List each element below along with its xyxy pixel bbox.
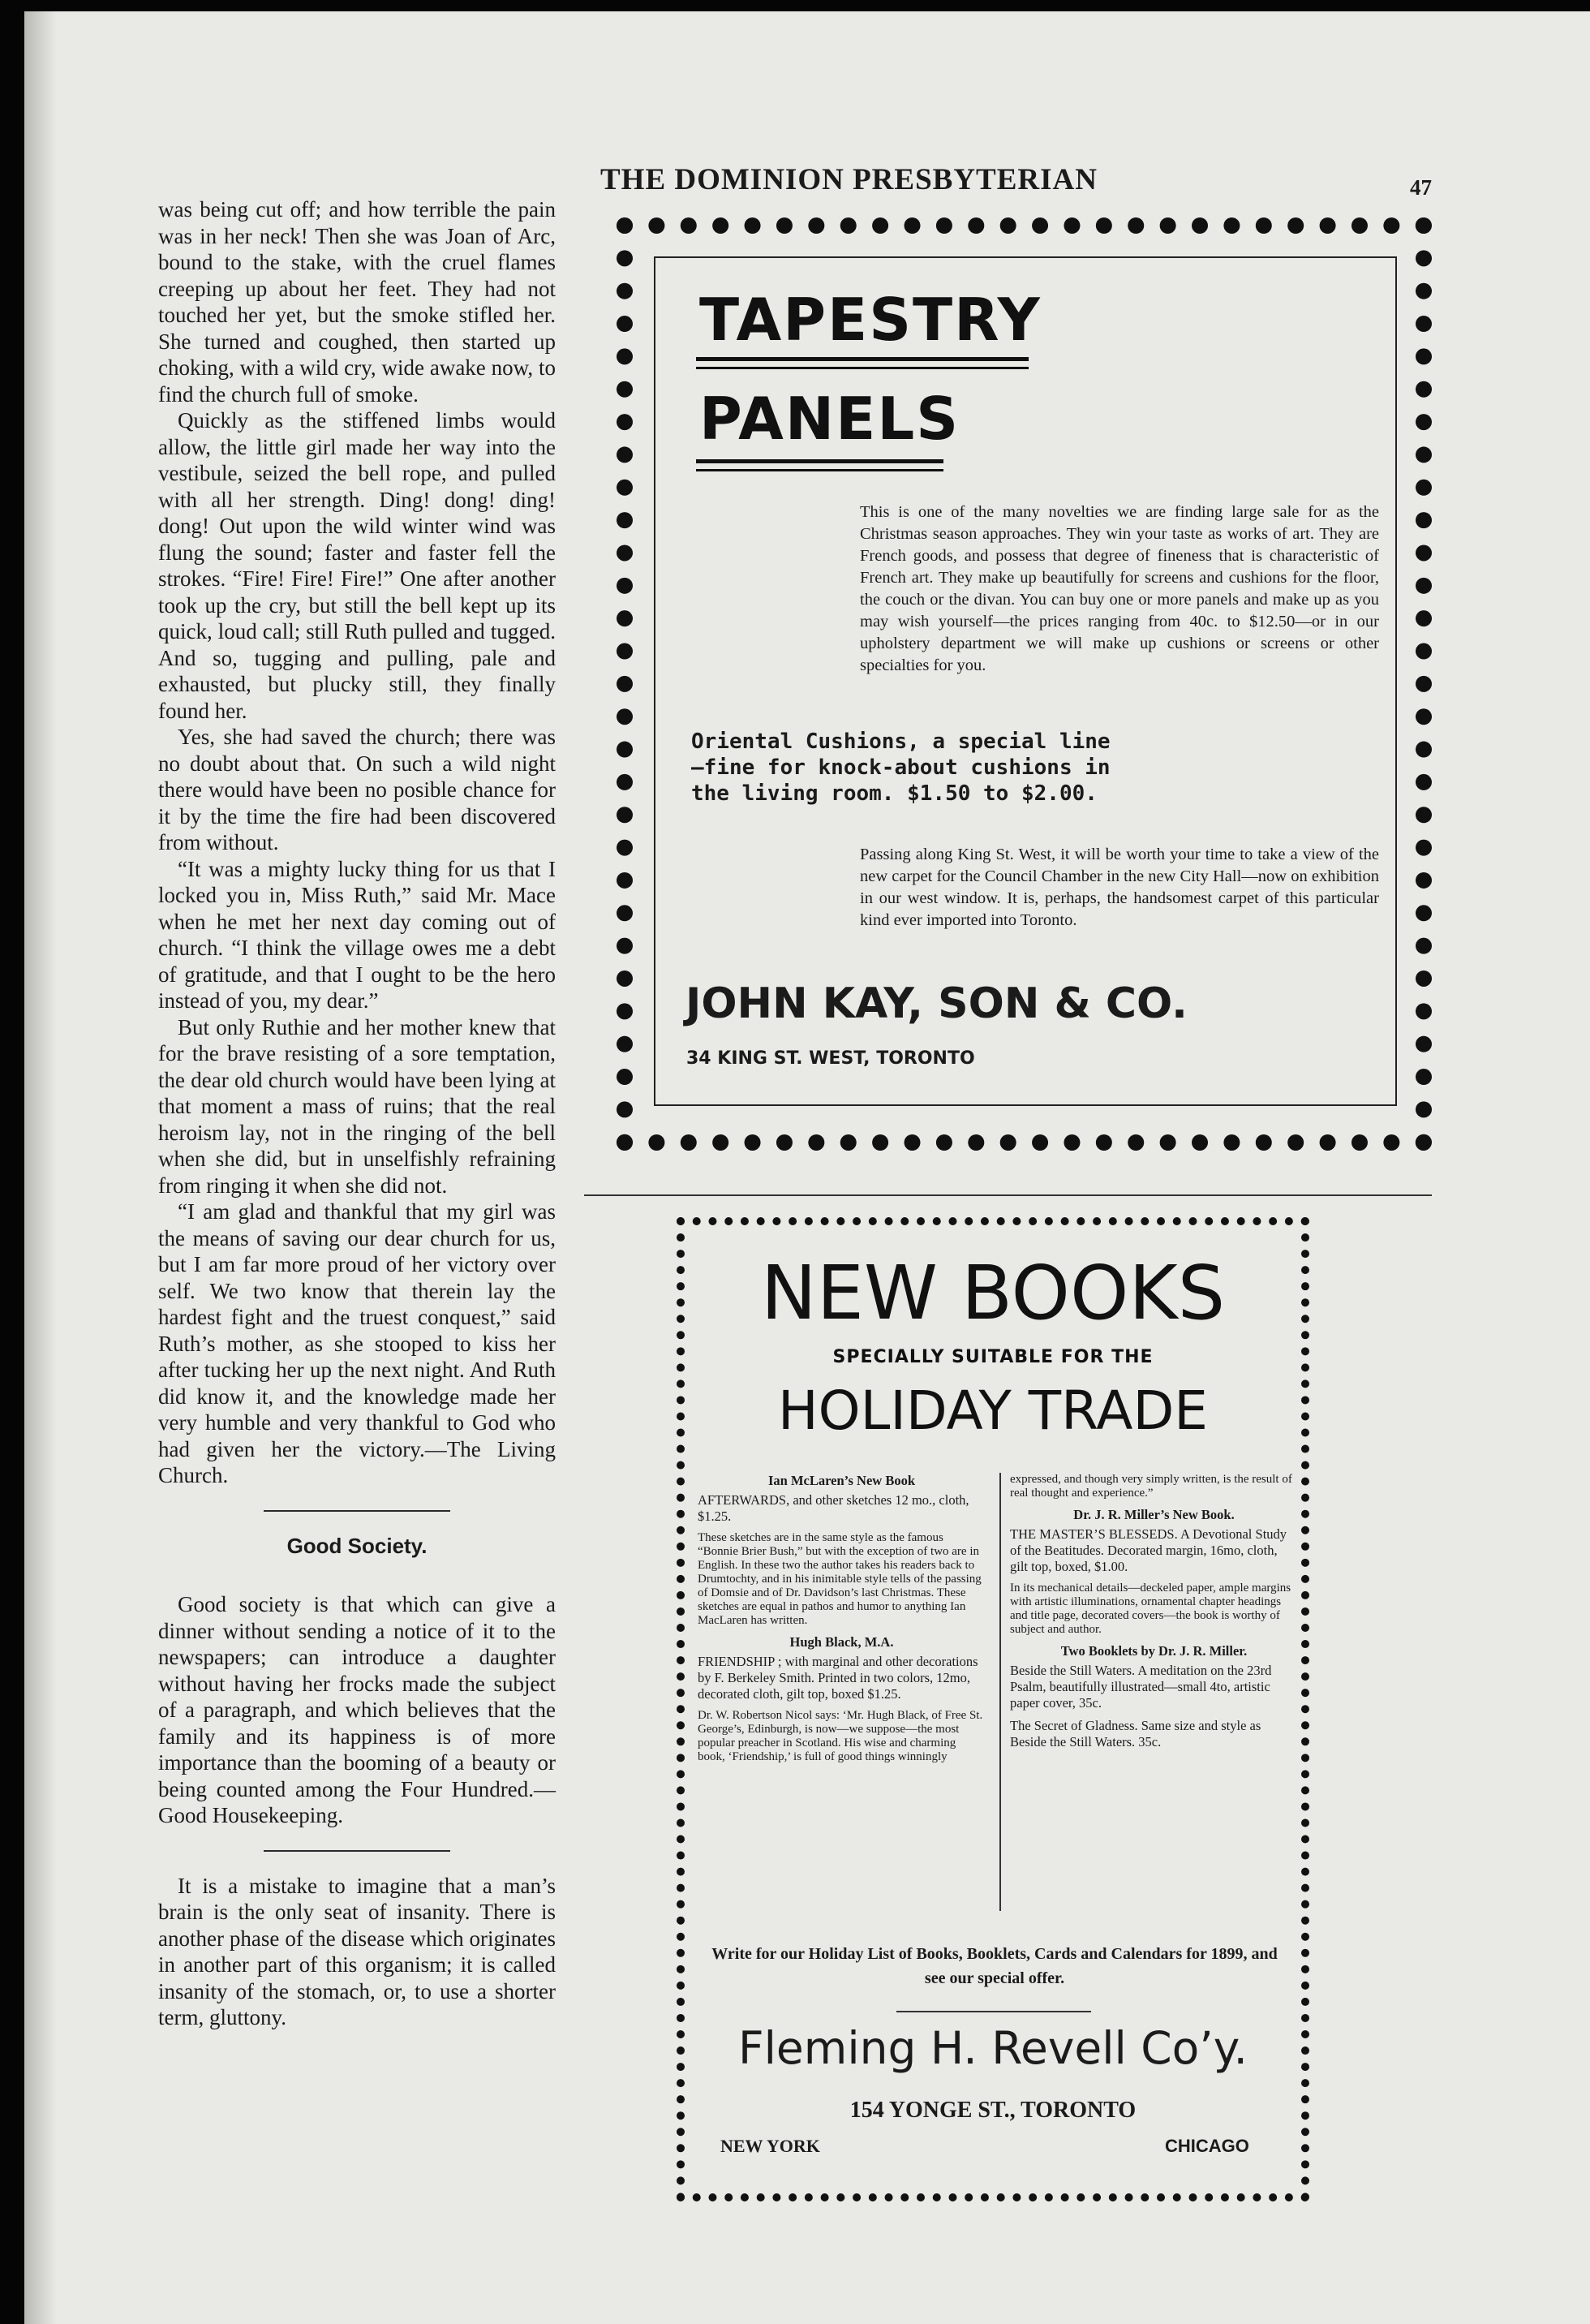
book-author-heading: Two Booklets by Dr. J. R. Miller. <box>1060 1643 1248 1659</box>
book-entry: The Secret of Gladness. Same size and style as Beside the Still Waters. 35c. <box>1010 1718 1261 1749</box>
panels-title: PANELS <box>699 385 960 453</box>
book-listings <box>698 1473 1290 1911</box>
page-number: 47 <box>1410 175 1432 200</box>
story-paragraph: But only Ruthie and her mother knew that for the brave resisting of a sore temptation, the dear old church would have been lying at that moment a mass of ruins; that the real heroism lay, not in the ringing of the bell when she did, but in unselfishly refraining from ringing it when she did not. <box>158 1014 556 1198</box>
good-society-heading: Good Society. <box>286 1533 428 1558</box>
section-divider <box>264 1510 450 1512</box>
tapestry-title: TAPESTRY <box>699 286 1042 354</box>
running-header: THE DOMINION PRESBYTERIAN <box>600 163 1098 196</box>
book-author-heading: Hugh Black, M.A. <box>789 1634 894 1650</box>
oriental-cushions-offer: Oriental Cushions, a special line—fine for knock-about cushions in the living room. $1.50 to $2.00. <box>691 729 1111 806</box>
book-author-heading: Dr. J. R. Miller’s New Book. <box>1073 1507 1235 1522</box>
story-paragraph: Quickly as the stiffened limbs would allow, the little girl made her way into the vestibule, seized the bell rope, and pulled with all her strength. Ding! dong! ding! dong! Out upon the wild winter wind was flung the sound; faster and faster fell the strokes. “Fire! Fire! Fire!” One after another took up the cry, but still the bell kept up its quick, loud call; still Ruth pulled and tugged. And so, tugging and pulling, pale and exhausted, but plucky still, they finally found her. <box>158 408 556 723</box>
city-new-york: NEW YORK <box>720 2136 820 2156</box>
section-divider <box>264 1850 450 1852</box>
carpet-notice: Passing along King St. West, it will be worth your time to take a view of the new carpet for the Council Chamber in the new City Hall—now on exhibition in our west window. It is, perhaps, the handsomest carpet of this particular kind ever imported into Toronto. <box>860 846 1379 929</box>
story-paragraph: was being cut off; and how terrible the pain was in her neck! Then she was Joan of Arc, bound to the stake, with the cruel flames creeping up about her feet. They had not touched her yet, but the smoke stifled her. She turned and coughed, then started up choking, with a wild cry, wide awake now, to find the church full of smoke. <box>158 197 556 407</box>
column-divider <box>999 1473 1001 1911</box>
book-author-heading: Ian McLaren’s New Book <box>767 1473 916 1488</box>
book-review: These sketches are in the same style as the famous “Bonnie Brier Bush,” but with the exception of two are in English. In these two the author takes his readers back to Drumtochty, and in his inimitable style tells of the passing of Domsie and of Dr. Davidson’s last Christmas. These sketches are equal in pathos and humor to anything Ian MacLaren has written. <box>698 1531 982 1627</box>
left-column <box>158 196 556 2031</box>
firm-name: JOHN KAY, SON & CO. <box>685 979 1188 1028</box>
city-chicago: CHICAGO <box>1165 2136 1249 2156</box>
title-underline <box>696 367 1029 369</box>
new-books-title: NEW BOOKS <box>760 1250 1226 1336</box>
good-society-text: Good society is that which can give a dinner without sending a notice of it to the newspapers; can introduce a daughter without having her frocks made the subject of a paragraph, and which believes that the family and its happiness is of more importance than the booming of a beauty or being counted among the Four Hundred.—Good Housekeeping. <box>158 1592 556 1827</box>
title-underline <box>696 459 943 463</box>
publisher-address: 154 YONGE ST., TORONTO <box>849 2098 1137 2123</box>
books-subtitle: SPECIALLY SUITABLE FOR THE <box>832 1347 1154 1367</box>
firm-address: 34 KING ST. WEST, TORONTO <box>686 1048 975 1069</box>
story-paragraph: “I am glad and thankful that my girl was the means of saving our dear church for us, but I am far more proud of her victory over self. We two know that therein lay the hardest fight and the truest conquest,” said Ruth’s mother, as she stooped to kiss her after tucking her up the next night. And Ruth did know it, and the knowledge made her very humble and very thankful to God who had given her the victory.—The Living Church. <box>158 1199 556 1487</box>
book-column-left <box>698 1473 986 1771</box>
book-review: Dr. W. Robertson Nicol says: ‘Mr. Hugh Black, of Free St. George’s, Edinburgh, is now—we suppose—the most popular preacher in Scotland. His wise and charming book, ‘Friendship,’ is full of good things winningly <box>698 1709 983 1763</box>
title-underline <box>696 357 1029 361</box>
title-underline <box>696 469 943 471</box>
book-entry: THE MASTER’S BLESSEDS. A Devotional Study of the Beatitudes. Decorated margin, 16mo, cloth, gilt top, boxed, $1.00. <box>1010 1526 1287 1574</box>
gutter-shadow <box>24 11 57 2324</box>
publisher-name: Fleming H. Revell Co’y. <box>738 2022 1248 2074</box>
section-divider <box>896 2011 1091 2012</box>
book-entry: Beside the Still Waters. A meditation on the 23rd Psalm, beautifully illustrated—small 4to, artistic paper cover, 35c. <box>1010 1663 1272 1711</box>
holiday-list-offer: Write for our Holiday List of Books, Booklets, Cards and Calendars for 1899, and see our special offer. <box>711 1945 1278 1987</box>
story-paragraph: “It was a mighty lucky thing for us that I locked you in, Miss Ruth,” said Mr. Mace when he met her next day coming out of church. “I think the village owes me a debt of gratitude, and that I ought to be the hero instead of you, my dear.” <box>158 856 556 1013</box>
story-paragraph: Yes, she had saved the church; there was no doubt about that. On such a wild night there would have been no posible chance for it by the time the fire had been discovered from without. <box>158 725 556 854</box>
book-entry: FRIENDSHIP ; with marginal and other decorations by F. Berkeley Smith. Printed in two colors, 12mo, decorated cloth, gilt top, boxed $1.25. <box>698 1654 978 1702</box>
book-review: expressed, and though very simply written, is the result of real thought and experience.” <box>1010 1473 1292 1500</box>
holiday-trade-title: HOLIDAY TRADE <box>778 1379 1208 1442</box>
book-column-right <box>1010 1473 1298 1757</box>
tapestry-description: This is one of the many novelties we are finding large sale for as the Christmas season approaches. They win your taste as works of art. They are French goods, and possess that degree of fineness that is characteristic of French art. They make up beautifully for screens and cushions for the floor, the couch or the divan. You can buy one or more panels and make up as you may wish yourself—the prices ranging from 40c. to $12.50—or in our upholstery department we will make up cushions or screens or other specialties for you. <box>860 503 1379 674</box>
column-separator-rule <box>584 1194 1432 1196</box>
book-entry: AFTERWARDS, and other sketches 12 mo., cloth, $1.25. <box>698 1492 969 1524</box>
book-review: In its mechanical details—deckeled paper, ample margins with artistic illuminations, ornamental chapter headings and title page, decorated covers—the book is worthy of subject and author. <box>1010 1582 1291 1636</box>
insanity-text: It is a mistake to imagine that a man’s brain is the only seat of insanity. There is another phase of the disease which originates in another part of this organism; it is called insanity of the stomach, or, to use a shorter term, gluttony. <box>158 1873 556 2029</box>
